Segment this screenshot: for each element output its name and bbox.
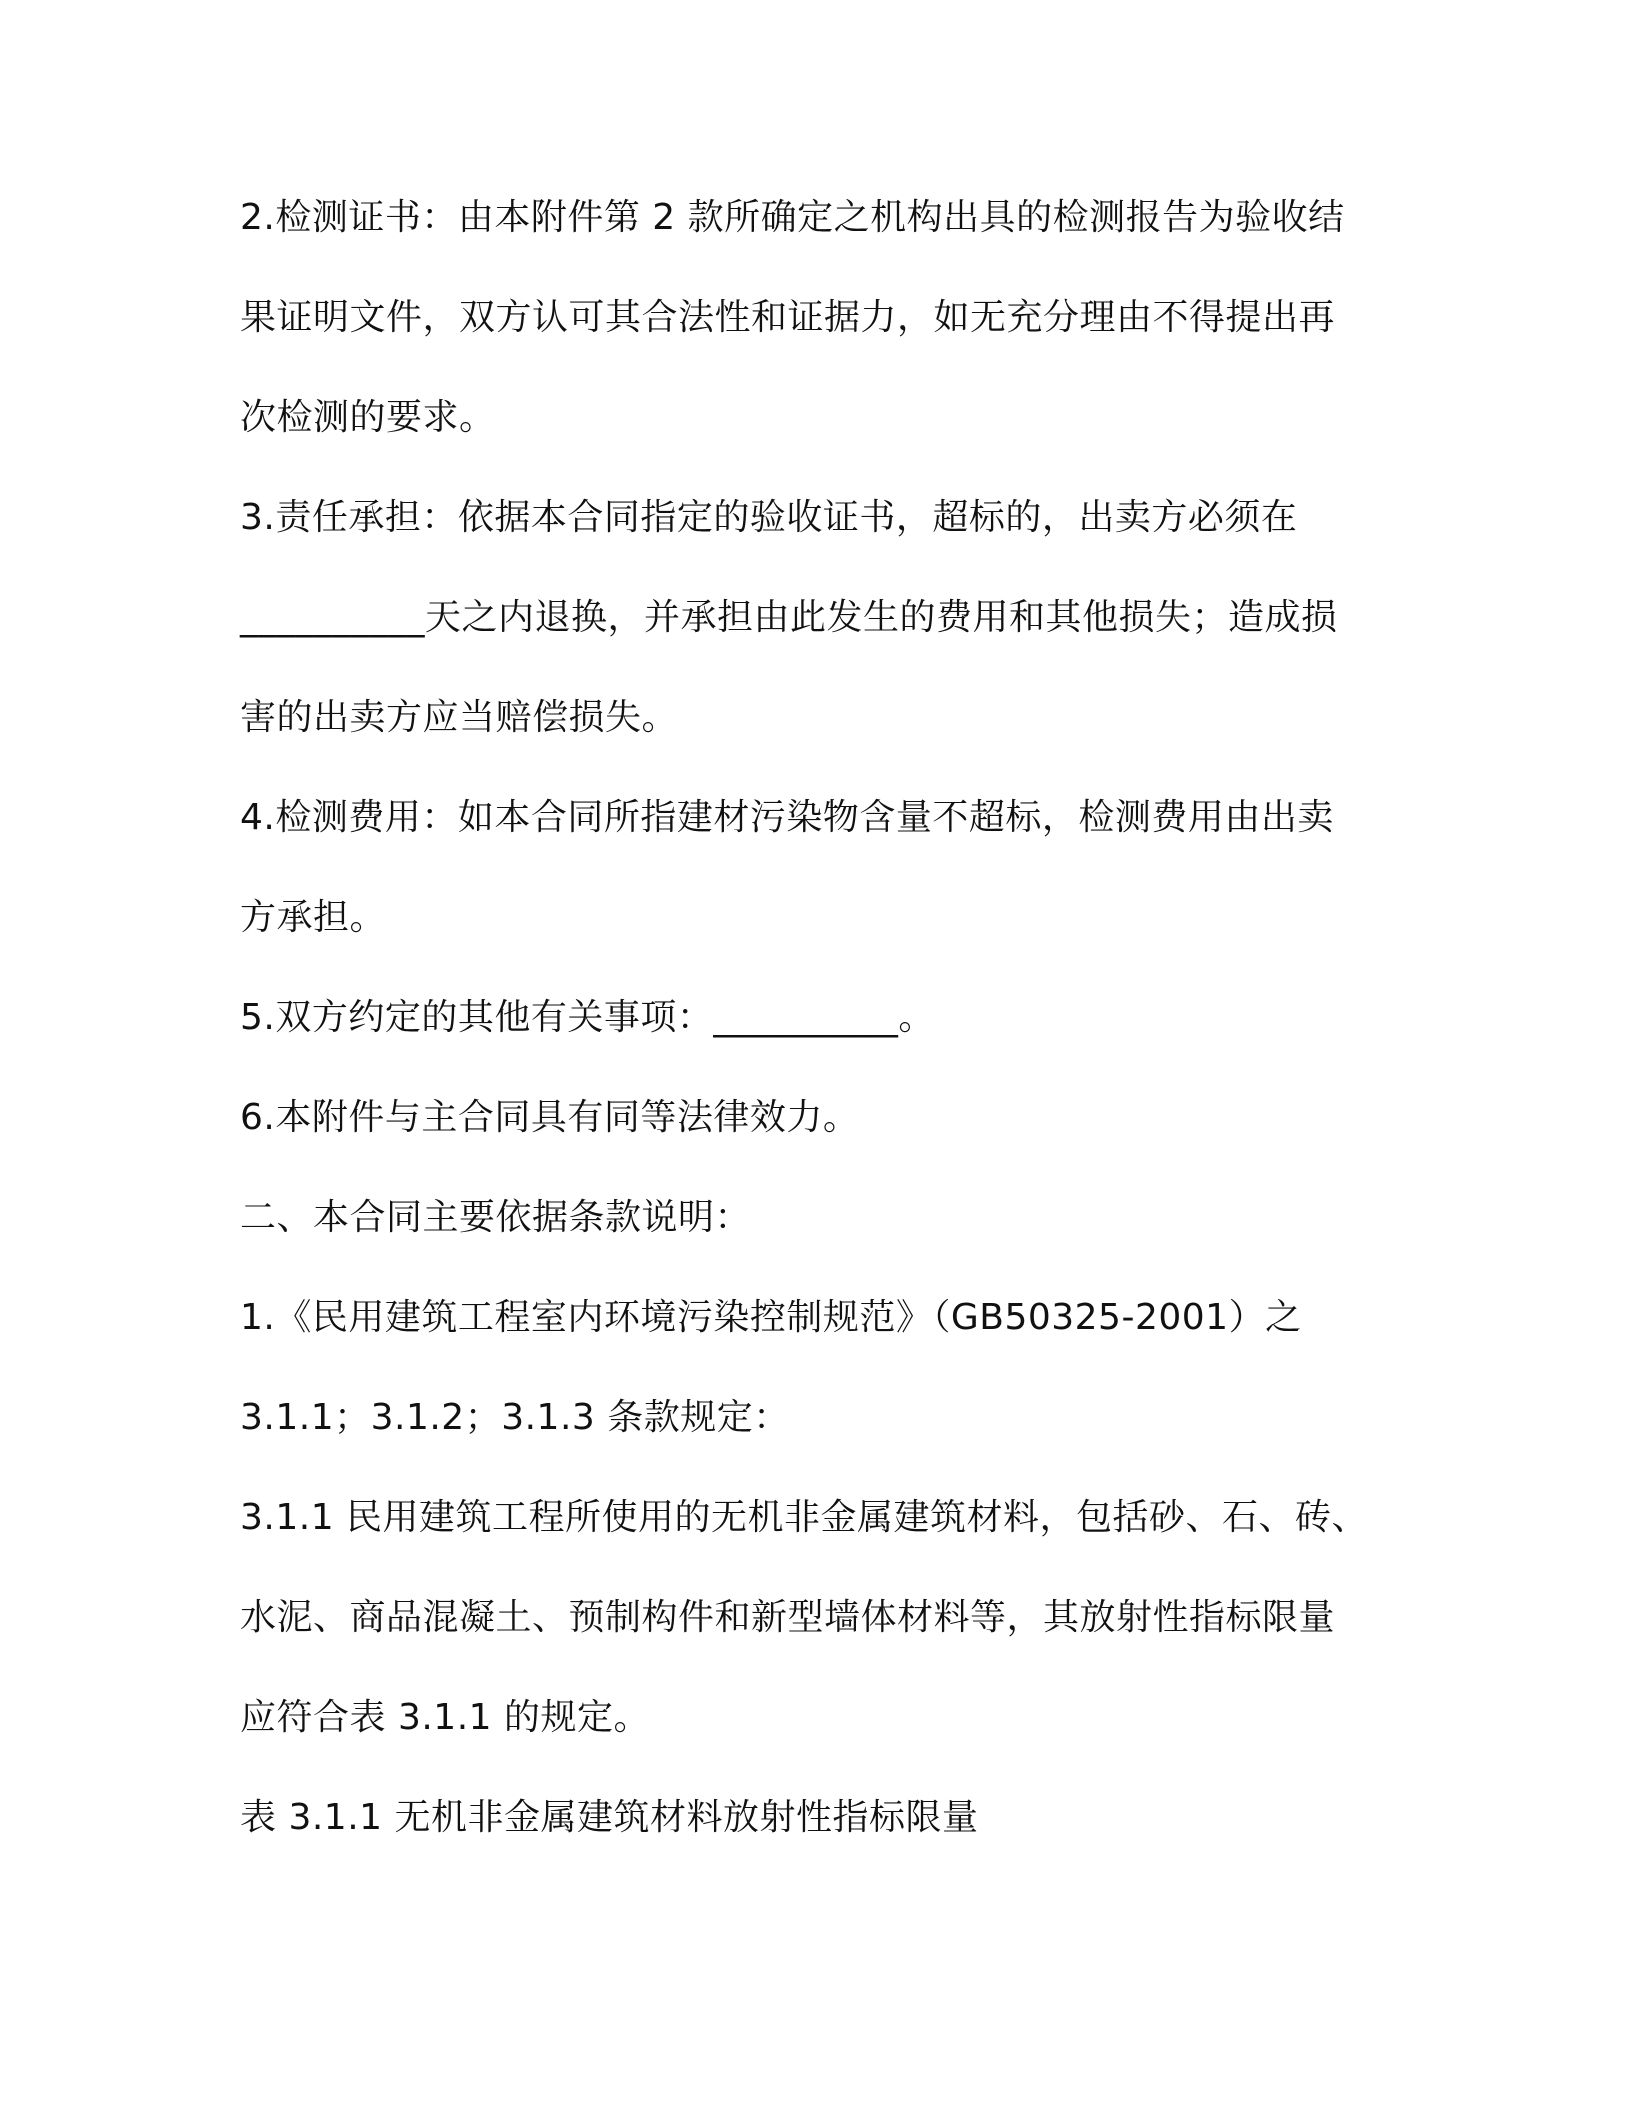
text-line: 2.检测证书：由本附件第 2 款所确定之机构出具的检测报告为验收结 xyxy=(240,197,1345,238)
text-line: 5.双方约定的其他有关事项：__________。 xyxy=(240,997,935,1038)
text-line: 次检测的要求。 xyxy=(240,397,496,438)
text-line: 1.《民用建筑工程室内环境污染控制规范》（GB50325-2001）之 xyxy=(240,1297,1302,1338)
text-line: 水泥、商品混凝土、预制构件和新型墙体材料等，其放射性指标限量 xyxy=(240,1597,1336,1638)
text-line: 应符合表 3.1.1 的规定。 xyxy=(240,1697,650,1738)
table-caption: 表 3.1.1 无机非金属建筑材料放射性指标限量 xyxy=(240,1797,979,1838)
text-line: 3.责任承担：依据本合同指定的验收证书，超标的，出卖方必须在 xyxy=(240,497,1298,538)
text-line: __________天之内退换，并承担由此发生的费用和其他损失；造成损 xyxy=(240,597,1338,638)
text-line: 3.1.1；3.1.2；3.1.3 条款规定： xyxy=(240,1397,790,1438)
text-line: 方承担。 xyxy=(240,897,387,938)
section-heading: 二、本合同主要依据条款说明： xyxy=(240,1197,752,1238)
text-line: 害的出卖方应当赔偿损失。 xyxy=(240,697,679,738)
text-line: 果证明文件，双方认可其合法性和证据力，如无充分理由不得提出再 xyxy=(240,297,1336,338)
text-line: 3.1.1 民用建筑工程所使用的无机非金属建筑材料，包括砂、石、砖、 xyxy=(240,1497,1369,1538)
text-line: 6.本附件与主合同具有同等法律效力。 xyxy=(240,1097,860,1138)
text-line: 4.检测费用：如本合同所指建材污染物含量不超标，检测费用由出卖 xyxy=(240,797,1334,838)
